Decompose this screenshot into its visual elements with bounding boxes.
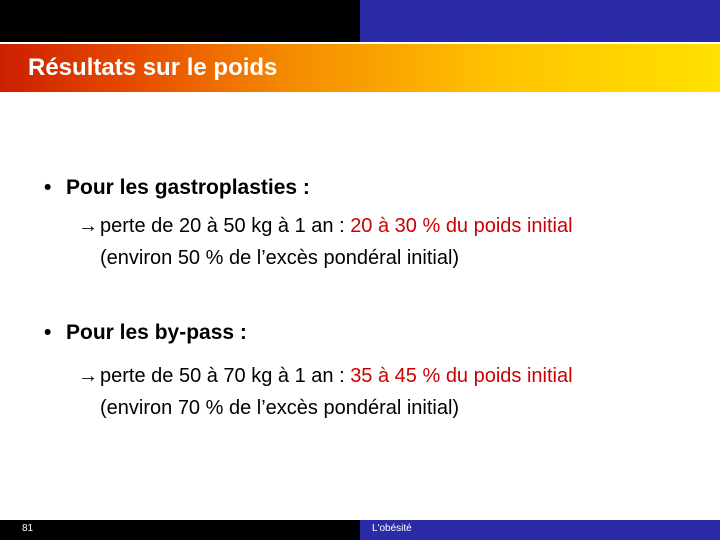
result-line-gastroplasties — [78, 213, 573, 239]
footer-band-right — [360, 520, 720, 540]
bullet-gastroplasties — [44, 175, 310, 201]
slide-title: Résultats sur le poids — [28, 54, 278, 81]
arrow-right-icon: → — [78, 215, 98, 237]
note-line-bypass: (environ 70 % de l’excès pondéral initial) — [100, 397, 460, 419]
result-prefix: perte de 50 à 70 kg à 1 an : — [100, 365, 351, 387]
top-band-right — [360, 0, 720, 42]
bullet-heading: Pour les gastroplasties : — [66, 176, 310, 199]
note-line-gastroplasties: (environ 50 % de l’excès pondéral initial) — [100, 247, 460, 269]
result-highlight: 20 à 30 % du poids initial — [350, 215, 573, 237]
result-line-bypass — [78, 363, 573, 389]
result-prefix: perte de 20 à 50 kg à 1 an : — [100, 215, 351, 237]
bullet-heading: Pour les by-pass : — [66, 321, 247, 344]
bullet-dot: • — [44, 321, 52, 344]
bullet-dot: • — [44, 176, 52, 199]
arrow-right-icon: → — [78, 365, 98, 387]
page-number: 81 — [22, 523, 34, 534]
footer-band-left — [0, 520, 360, 540]
result-highlight: 35 à 45 % du poids initial — [350, 365, 573, 387]
bullet-bypass — [44, 320, 247, 346]
top-band-left — [0, 0, 360, 42]
footer-label: L'obésité — [372, 523, 412, 534]
